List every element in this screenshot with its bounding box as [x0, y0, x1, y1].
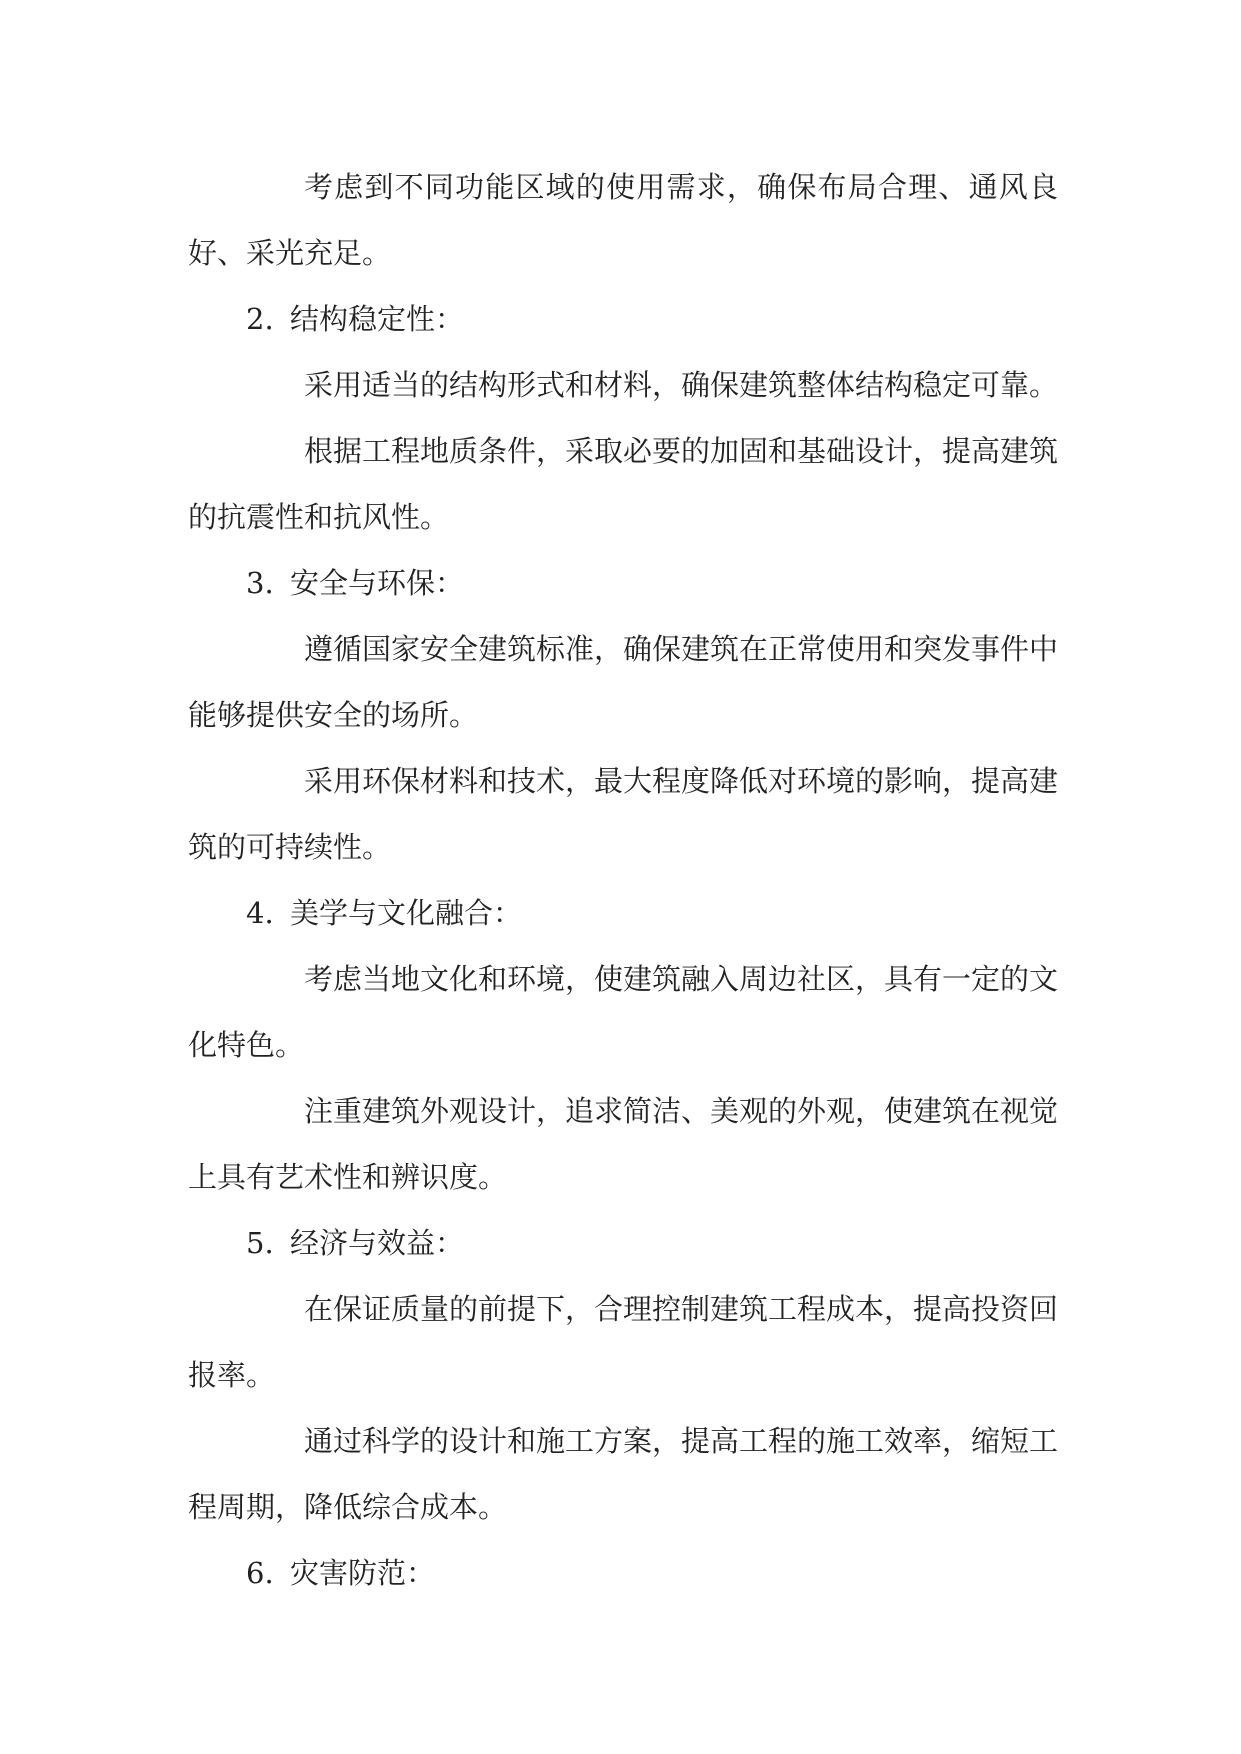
paragraph-layout-requirements: 考虑到不同功能区域的使用需求，确保布局合理、通风良好、采光充足。 [188, 170, 1058, 270]
section-heading-aesthetics-culture [188, 880, 1058, 946]
section-number: 4. [246, 896, 274, 930]
paragraph-eco-materials: 采用环保材料和技术，最大程度降低对环境的影响，提高建筑的可持续性。 [188, 764, 1059, 864]
section-heading-safety-environment [188, 550, 1058, 616]
document-body [188, 154, 1058, 1606]
section-title: 经济与效益： [290, 1226, 465, 1260]
section-heading-structural-stability [188, 286, 1058, 352]
paragraph-geology-reinforcement: 根据工程地质条件，采取必要的加固和基础设计，提高建筑的抗震性和抗风性。 [188, 434, 1059, 534]
section-title: 结构稳定性： [290, 302, 465, 336]
section-heading-economy-benefit [188, 1210, 1058, 1276]
paragraph-local-culture: 考虑当地文化和环境，使建筑融入周边社区，具有一定的文化特色。 [188, 962, 1059, 1062]
paragraph-cost-control: 在保证质量的前提下，合理控制建筑工程成本，提高投资回报率。 [188, 1292, 1059, 1392]
section-title: 安全与环保： [290, 566, 465, 600]
section-title: 灾害防范： [290, 1556, 436, 1590]
paragraph-exterior-design: 注重建筑外观设计，追求简洁、美观的外观，使建筑在视觉上具有艺术性和辨识度。 [188, 1094, 1059, 1194]
section-number: 6. [246, 1556, 274, 1590]
section-number: 5. [246, 1226, 274, 1260]
section-title: 美学与文化融合： [290, 896, 523, 930]
paragraph-safety-standards: 遵循国家安全建筑标准，确保建筑在正常使用和突发事件中能够提供安全的场所。 [188, 632, 1059, 732]
paragraph-construction-efficiency: 通过科学的设计和施工方案，提高工程的施工效率，缩短工程周期，降低综合成本。 [188, 1424, 1059, 1524]
section-heading-disaster-prevention [188, 1540, 1058, 1606]
section-number: 3. [246, 566, 274, 600]
paragraph-structure-materials: 采用适当的结构形式和材料，确保建筑整体结构稳定可靠。 [304, 368, 1059, 402]
section-number: 2. [246, 302, 274, 336]
